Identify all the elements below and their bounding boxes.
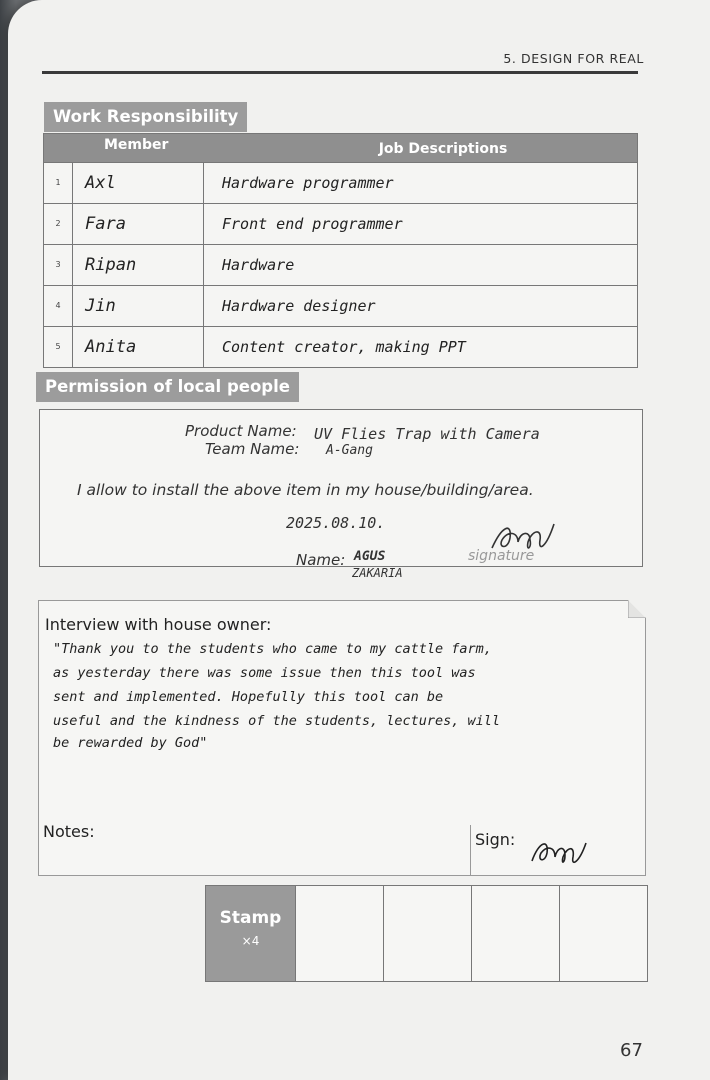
table-row xyxy=(44,285,637,326)
table-row xyxy=(44,244,637,285)
permission-title: Permission of local people xyxy=(36,372,299,402)
stamp-title: Stamp xyxy=(219,908,282,928)
job-description: Content creator, making PPT xyxy=(222,338,466,356)
book-page xyxy=(8,0,710,1080)
stamp-box xyxy=(295,886,383,981)
member-name: Jin xyxy=(73,286,204,326)
member-name: Fara xyxy=(73,204,204,244)
product-name-label: Product Name: xyxy=(185,422,297,440)
work-table-header xyxy=(44,134,637,162)
signature-label: signature xyxy=(468,548,535,564)
member-name: Axl xyxy=(73,163,204,203)
running-head: 5. DESIGN FOR REAL xyxy=(503,51,644,66)
page-number: 67 xyxy=(620,1040,643,1061)
stamp-count: ×4 xyxy=(241,934,260,948)
member-name: Anita xyxy=(73,327,204,367)
sign-cell xyxy=(471,825,645,875)
job-description: Hardware programmer xyxy=(222,174,394,192)
row-number: 4 xyxy=(44,286,73,326)
work-responsibility-table xyxy=(43,133,638,368)
job-description: Hardware xyxy=(222,256,295,274)
row-number: 5 xyxy=(44,327,73,367)
notes-sign-row xyxy=(38,822,646,876)
job-column-header: Job Descriptions xyxy=(378,141,508,157)
permission-statement: I allow to install the above item in my house/building/area. xyxy=(77,481,534,499)
row-number: 1 xyxy=(44,163,73,203)
member-column-header: Member xyxy=(104,137,169,153)
stamp-row xyxy=(205,885,648,982)
page-fold-icon xyxy=(628,600,646,618)
sign-signature-mark xyxy=(529,835,589,869)
name-label: Name: xyxy=(296,551,346,569)
team-name-value: A-Gang xyxy=(326,443,373,458)
job-description: Hardware designer xyxy=(222,297,376,315)
header-rule xyxy=(42,71,638,74)
stamp-box xyxy=(471,886,559,981)
notes-label: Notes: xyxy=(43,822,95,841)
interview-quote-line: "Thank you to the students who came to my cattle farm, xyxy=(53,641,492,657)
stamp-header xyxy=(206,886,295,981)
team-name-label: Team Name: xyxy=(205,440,300,458)
product-name-value: UV Flies Trap with Camera xyxy=(314,425,540,443)
table-row xyxy=(44,203,637,244)
table-row xyxy=(44,326,637,367)
notes-cell xyxy=(39,822,471,875)
member-name: Ripan xyxy=(73,245,204,285)
interview-quote-line: sent and implemented. Hopefully this tool can be xyxy=(53,689,444,705)
owner-name-line2: ZAKARIA xyxy=(352,566,403,580)
interview-box xyxy=(38,600,646,827)
permission-date: 2025.08.10. xyxy=(286,514,386,532)
sign-label: Sign: xyxy=(475,830,516,849)
row-number: 2 xyxy=(44,204,73,244)
owner-name-line1: AGUS xyxy=(354,549,386,564)
interview-quote-line: as yesterday there was some issue then this tool was xyxy=(53,665,476,681)
job-description: Front end programmer xyxy=(222,215,403,233)
interview-quote-line: be rewarded by God" xyxy=(53,735,208,751)
row-number: 3 xyxy=(44,245,73,285)
stamp-box xyxy=(559,886,647,981)
interview-title: Interview with house owner: xyxy=(45,615,272,634)
interview-quote-line: useful and the kindness of the students, lectures, will xyxy=(53,713,501,729)
stamp-box xyxy=(383,886,471,981)
table-row xyxy=(44,162,637,203)
work-responsibility-title: Work Responsibility xyxy=(44,102,247,132)
permission-box xyxy=(39,409,643,580)
